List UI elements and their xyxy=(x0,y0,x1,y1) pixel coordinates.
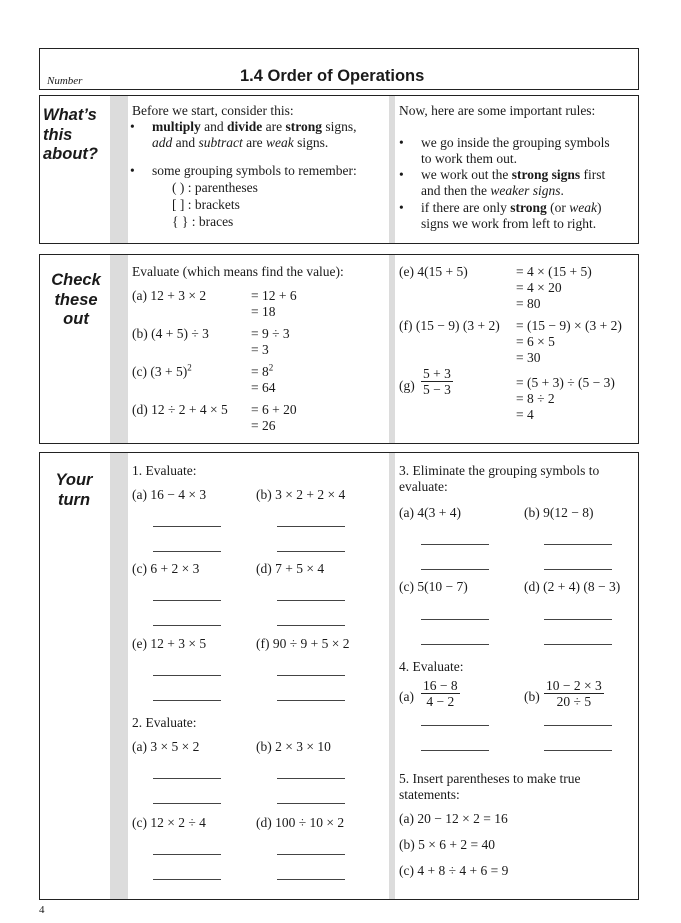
q3b-answer-line-1[interactable] xyxy=(544,544,612,545)
about-rule-3-l1: if there are only strong (or weak) xyxy=(421,200,602,215)
q5-heading-l1: 5. Insert parentheses to make true xyxy=(399,771,581,786)
q1b-answer-line-2[interactable] xyxy=(277,551,345,552)
check-e-step3: = 80 xyxy=(516,296,541,311)
q2d-answer-line-1[interactable] xyxy=(277,854,345,855)
q4a-answer-line-1[interactable] xyxy=(421,725,489,726)
q3d: (d) (2 + 4) (8 − 3) xyxy=(524,579,621,594)
q1f-answer-line-2[interactable] xyxy=(277,700,345,701)
symbol-brackets: [ ] : brackets xyxy=(172,197,240,212)
q1b-answer-line-1[interactable] xyxy=(277,526,345,527)
about-rule-2-l2: and then the weaker signs. xyxy=(421,183,564,198)
check-f-step3: = 30 xyxy=(516,350,541,365)
check-g-step1: = (5 + 3) ÷ (5 − 3) xyxy=(516,375,615,390)
check-b-step2: = 3 xyxy=(251,342,269,357)
q4a-label: (a) xyxy=(399,689,414,704)
page-number: 4 xyxy=(39,904,45,916)
q2c-answer-line-2[interactable] xyxy=(153,879,221,880)
check-g-step2: = 8 ÷ 2 xyxy=(516,391,555,406)
about-rule-1-l2: to work them out. xyxy=(421,151,517,166)
q3d-answer-line-2[interactable] xyxy=(544,644,612,645)
check-a-step2: = 18 xyxy=(251,304,276,319)
q1c-answer-line-2[interactable] xyxy=(153,625,221,626)
q1c: (c) 6 + 2 × 3 xyxy=(132,561,200,576)
check-side-strip xyxy=(110,255,128,443)
about-side-strip xyxy=(110,96,128,243)
q3-heading-l2: evaluate: xyxy=(399,479,448,494)
q2b-answer-line-2[interactable] xyxy=(277,803,345,804)
check-a-question: (a) 12 + 3 × 2 xyxy=(132,288,207,303)
q3c-answer-line-1[interactable] xyxy=(421,619,489,620)
q3b-answer-line-2[interactable] xyxy=(544,569,612,570)
check-b-question: (b) (4 + 5) ÷ 3 xyxy=(132,326,209,341)
q1a-answer-line-1[interactable] xyxy=(153,526,221,527)
q5c: (c) 4 + 8 ÷ 4 + 6 = 9 xyxy=(399,863,509,878)
about-box xyxy=(39,95,639,244)
check-f-question: (f) (15 − 9) (3 + 2) xyxy=(399,318,500,333)
check-mid-strip xyxy=(389,255,395,443)
q1e: (e) 12 + 3 × 5 xyxy=(132,636,207,651)
q1f-answer-line-1[interactable] xyxy=(277,675,345,676)
check-g-fraction: $\frac{5 + 3}{5 - 3}$ xyxy=(423,366,451,397)
check-g-label: (g) xyxy=(399,378,415,393)
turn-side-title: Your turn xyxy=(55,471,93,509)
q3d-answer-line-1[interactable] xyxy=(544,619,612,620)
q2c-answer-line-1[interactable] xyxy=(153,854,221,855)
q1e-answer-line-2[interactable] xyxy=(153,700,221,701)
q1-heading: 1. Evaluate: xyxy=(132,463,197,478)
bullet: • xyxy=(399,200,404,215)
q3c-answer-line-2[interactable] xyxy=(421,644,489,645)
q2a: (a) 3 × 5 × 2 xyxy=(132,739,200,754)
about-left-b1-l1: multiply and divide are strong signs, xyxy=(152,119,357,134)
q2d: (d) 100 ÷ 10 × 2 xyxy=(256,815,345,830)
check-box xyxy=(39,254,639,444)
about-side-title: What’s this about? xyxy=(43,106,98,163)
q1e-answer-line-1[interactable] xyxy=(153,675,221,676)
about-rule-3-l2: signs we work from left to right. xyxy=(421,216,597,231)
q2a-answer-line-2[interactable] xyxy=(153,803,221,804)
q4b-answer-line-2[interactable] xyxy=(544,750,612,751)
q1a-answer-line-2[interactable] xyxy=(153,551,221,552)
q4-heading: 4. Evaluate: xyxy=(399,659,464,674)
about-side xyxy=(40,96,110,243)
check-d-step1: = 6 + 20 xyxy=(251,402,297,417)
bullet: • xyxy=(399,167,404,182)
check-c-step1: = $8^2$ xyxy=(251,362,274,379)
about-right-intro: Now, here are some important rules: xyxy=(399,103,596,118)
q3a: (a) 4(3 + 4) xyxy=(399,505,461,520)
q4b-answer-line-1[interactable] xyxy=(544,725,612,726)
turn-mid-strip xyxy=(389,453,395,899)
check-d-step2: = 26 xyxy=(251,418,276,433)
q1d: (d) 7 + 5 × 4 xyxy=(256,561,325,576)
bullet: • xyxy=(130,163,135,178)
check-c-question: (c) $(3 + 5)^2$ xyxy=(132,362,192,379)
q3b: (b) 9(12 − 8) xyxy=(524,505,594,520)
check-side xyxy=(40,255,110,443)
symbol-parentheses: ( ) : parentheses xyxy=(172,180,258,195)
check-side-title: Check these out xyxy=(51,271,101,328)
q2b: (b) 2 × 3 × 10 xyxy=(256,739,331,754)
check-b-step1: = 9 ÷ 3 xyxy=(251,326,290,341)
check-intro: Evaluate (which means find the value): xyxy=(132,264,344,279)
check-g-step3: = 4 xyxy=(516,407,534,422)
q5a: (a) 20 − 12 × 2 = 16 xyxy=(399,811,508,826)
about-left-intro: Before we start, consider this: xyxy=(132,103,294,118)
q3c: (c) 5(10 − 7) xyxy=(399,579,468,594)
q2a-answer-line-1[interactable] xyxy=(153,778,221,779)
check-e-question: (e) 4(15 + 5) xyxy=(399,264,468,279)
q4a-answer-line-2[interactable] xyxy=(421,750,489,751)
check-f-step1: = (15 − 9) × (3 + 2) xyxy=(516,318,622,333)
q2d-answer-line-2[interactable] xyxy=(277,879,345,880)
bullet: • xyxy=(399,135,404,150)
q4b-label: (b) xyxy=(524,689,540,704)
q5b: (b) 5 × 6 + 2 = 40 xyxy=(399,837,495,852)
q1c-answer-line-1[interactable] xyxy=(153,600,221,601)
about-left-b1-l2: add and subtract are weak signs. xyxy=(152,135,329,150)
q1d-answer-line-2[interactable] xyxy=(277,625,345,626)
header-box xyxy=(39,48,639,90)
q1d-answer-line-1[interactable] xyxy=(277,600,345,601)
turn-side xyxy=(40,453,110,899)
q3a-answer-line-1[interactable] xyxy=(421,544,489,545)
q5-heading-l2: statements: xyxy=(399,787,460,802)
check-a-step1: = 12 + 6 xyxy=(251,288,297,303)
q1b: (b) 3 × 2 + 2 × 4 xyxy=(256,487,346,502)
q4a-fraction: $\frac{16 - 8}{4 - 2}$ xyxy=(423,678,458,709)
q2-heading: 2. Evaluate: xyxy=(132,715,197,730)
check-e-step2: = 4 × 20 xyxy=(516,280,562,295)
about-rule-1-l1: we go inside the grouping symbols xyxy=(421,135,610,150)
q1a: (a) 16 − 4 × 3 xyxy=(132,487,207,502)
turn-box xyxy=(39,452,639,900)
turn-side-strip xyxy=(110,453,128,899)
q4b-fraction: $\frac{10 - 2 \times 3}{20 \div 5}$ xyxy=(546,678,602,709)
about-mid-strip xyxy=(389,96,395,243)
check-c-step2: = 64 xyxy=(251,380,276,395)
check-f-step2: = 6 × 5 xyxy=(516,334,555,349)
q3-heading-l1: 3. Eliminate the grouping symbols to xyxy=(399,463,600,478)
q3a-answer-line-2[interactable] xyxy=(421,569,489,570)
about-rule-2-l1: we work out the strong signs first xyxy=(421,167,606,182)
q2b-answer-line-1[interactable] xyxy=(277,778,345,779)
about-left-b2: some grouping symbols to remember: xyxy=(152,163,357,178)
check-d-question: (d) 12 ÷ 2 + 4 × 5 xyxy=(132,402,228,417)
bullet: • xyxy=(130,119,135,134)
q1f: (f) 90 ÷ 9 + 5 × 2 xyxy=(256,636,350,651)
page-title: 1.4 Order of Operations xyxy=(240,67,425,85)
q2c: (c) 12 × 2 ÷ 4 xyxy=(132,815,206,830)
section-label: Number xyxy=(47,75,83,87)
symbol-braces: { } : braces xyxy=(172,214,234,229)
check-e-step1: = 4 × (15 + 5) xyxy=(516,264,592,279)
